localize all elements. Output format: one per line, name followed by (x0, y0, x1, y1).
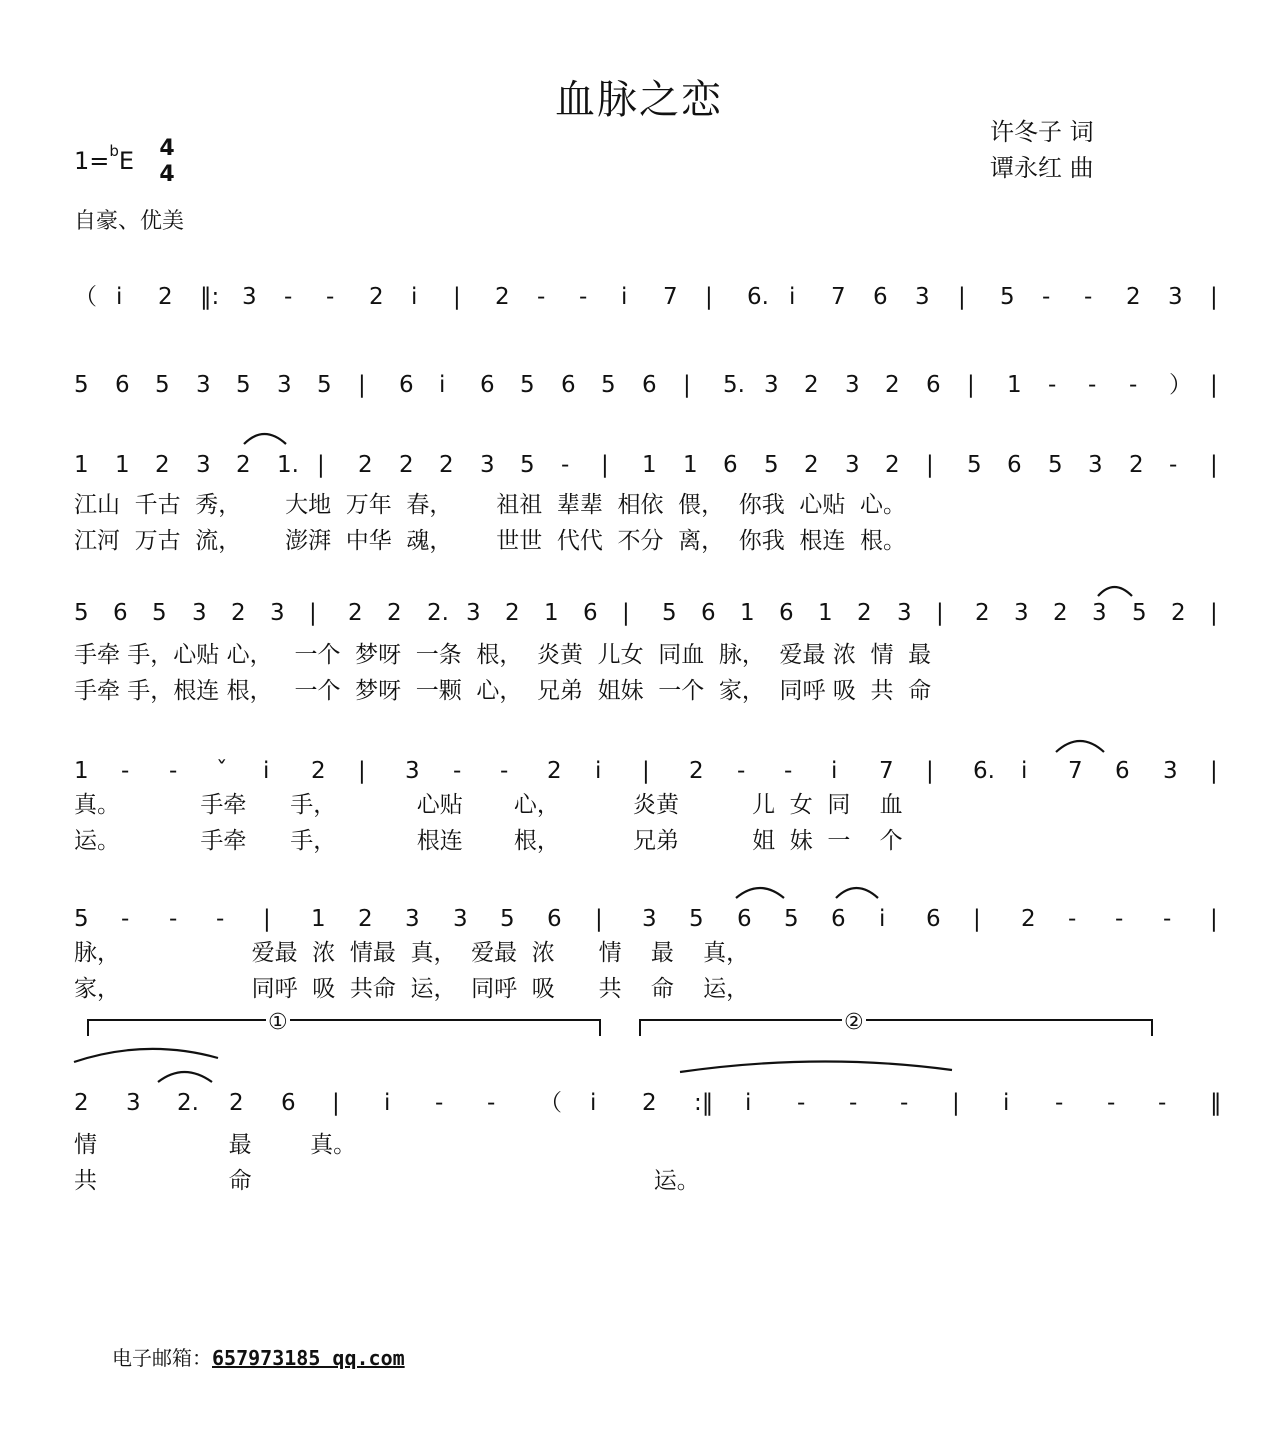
note: 2 (885, 372, 900, 398)
note: 2 (1126, 284, 1141, 310)
note: 5 (1048, 452, 1063, 478)
barline: | (1210, 758, 1218, 784)
barline: | (263, 906, 271, 932)
note: 3 (196, 372, 211, 398)
note: - (216, 906, 225, 932)
note: 2 (689, 758, 704, 784)
note: 2 (804, 452, 819, 478)
note: 2 (495, 284, 510, 310)
note: 3 (1163, 758, 1178, 784)
note: 2 (231, 600, 246, 626)
note: i (621, 284, 628, 310)
note: i (116, 284, 123, 310)
note: - (1048, 372, 1057, 398)
lyric-line: 真。 手牵 手， 心贴 心， 炎黄 儿 女 同 血 (74, 792, 903, 818)
note: i (590, 1090, 597, 1116)
note: 2 (311, 758, 326, 784)
note: 1 (740, 600, 755, 626)
note: - (121, 906, 130, 932)
barline: | (1210, 284, 1218, 310)
note: 5 (317, 372, 332, 398)
note: 3 (845, 372, 860, 398)
note: 3 (126, 1090, 141, 1116)
note: 7 (1068, 758, 1083, 784)
note: - (1129, 372, 1138, 398)
note: 2. (177, 1090, 199, 1116)
note: - (1163, 906, 1172, 932)
note: 2 (155, 452, 170, 478)
note: 6 (926, 906, 941, 932)
note: 6 (701, 600, 716, 626)
note: 3 (845, 452, 860, 478)
note: 5 (1132, 600, 1147, 626)
note: - (453, 758, 462, 784)
note: i (595, 758, 602, 784)
note: 2. (427, 600, 449, 626)
note: 5 (520, 452, 535, 478)
note: 3 (642, 906, 657, 932)
barline: | (958, 284, 966, 310)
note: 6 (926, 372, 941, 398)
barline: | (1210, 906, 1218, 932)
barline: | (936, 600, 944, 626)
note: 5 (601, 372, 616, 398)
tempo-marking: 自豪、优美 (74, 209, 185, 234)
note: 6. (973, 758, 995, 784)
note: 1 (1007, 372, 1022, 398)
note: 2 (642, 1090, 657, 1116)
note: 3 (192, 600, 207, 626)
barline: | (358, 372, 366, 398)
note: 7 (831, 284, 846, 310)
ending-bracket-1 (88, 1020, 600, 1036)
note: 3 (277, 372, 292, 398)
barline: | (1210, 600, 1218, 626)
note: 2 (229, 1090, 244, 1116)
note: - (487, 1090, 496, 1116)
note: i (384, 1090, 391, 1116)
note: 6 (723, 452, 738, 478)
note: - (1042, 284, 1051, 310)
note: i (1021, 758, 1028, 784)
note: - (537, 284, 546, 310)
note: 1 (311, 906, 326, 932)
footer-email: 657973185 qq.com (212, 1346, 405, 1370)
barline: | (595, 906, 603, 932)
note: 6 (583, 600, 598, 626)
note: i (411, 284, 418, 310)
barline: | (967, 372, 975, 398)
note: 2 (358, 906, 373, 932)
note: 6 (642, 372, 657, 398)
note: 2 (74, 1090, 89, 1116)
note: - (1115, 906, 1124, 932)
note: 5 (689, 906, 704, 932)
note: 6 (547, 906, 562, 932)
note: 2 (975, 600, 990, 626)
note: i (831, 758, 838, 784)
note: - (500, 758, 509, 784)
note: 1 (642, 452, 657, 478)
note: 6 (113, 600, 128, 626)
note: 2 (857, 600, 872, 626)
note: ˇ (216, 758, 228, 784)
note: 3 (1088, 452, 1103, 478)
note: （ (539, 1090, 562, 1116)
note: 2 (1021, 906, 1036, 932)
note: 1 (683, 452, 698, 478)
note: 5 (155, 372, 170, 398)
note: 7 (879, 758, 894, 784)
lyric-line: 家， 同呼 吸 共命 运， 同呼 吸 共 命 运， (74, 976, 750, 1002)
note: - (900, 1090, 909, 1116)
lyric-line: 手牵 手，根连 根， 一个 梦呀 一颗 心， 兄弟 姐妹 一个 家， 同呼 吸 共 命 (74, 678, 932, 704)
note: 2 (547, 758, 562, 784)
note: 6 (480, 372, 495, 398)
note: 3 (453, 906, 468, 932)
barline: | (309, 600, 317, 626)
note: 5 (236, 372, 251, 398)
note: - (435, 1090, 444, 1116)
note: 5 (520, 372, 535, 398)
note: - (1088, 372, 1097, 398)
note: 3 (466, 600, 481, 626)
lyric-line: 江山 千古 秀， 大地 万年 春， 祖祖 辈辈 相依 偎， 你我 心贴 心。 (74, 492, 906, 518)
note: i (879, 906, 886, 932)
note: 2 (804, 372, 819, 398)
note: 1 (74, 452, 89, 478)
note: - (849, 1090, 858, 1116)
note: 3 (405, 906, 420, 932)
ending-label-1: ① (268, 1010, 288, 1035)
lyric-line: 江河 万古 流， 澎湃 中华 魂， 世世 代代 不分 离， 你我 根连 根。 (74, 528, 906, 554)
barline: | (926, 452, 934, 478)
note: 1 (74, 758, 89, 784)
note: - (169, 906, 178, 932)
barline: | (705, 284, 713, 310)
note: 5 (662, 600, 677, 626)
note: - (1068, 906, 1077, 932)
note: - (561, 452, 570, 478)
note: 5 (74, 600, 89, 626)
barline: ‖ (1210, 1090, 1222, 1116)
note: 6 (281, 1090, 296, 1116)
note: 2 (1171, 600, 1186, 626)
note: 3 (405, 758, 420, 784)
note: - (1055, 1090, 1064, 1116)
note: 1 (544, 600, 559, 626)
note: 2 (439, 452, 454, 478)
note: 6 (399, 372, 414, 398)
note: 2 (885, 452, 900, 478)
note: 2 (1129, 452, 1144, 478)
note: 3 (270, 600, 285, 626)
note: - (1084, 284, 1093, 310)
note: i (263, 758, 270, 784)
barline: | (952, 1090, 960, 1116)
note: 2 (505, 600, 520, 626)
note: i (439, 372, 446, 398)
note: 6 (737, 906, 752, 932)
note: 3 (764, 372, 779, 398)
note: 2 (387, 600, 402, 626)
note: 5 (74, 372, 89, 398)
note: - (169, 758, 178, 784)
note: :‖ (694, 1090, 714, 1116)
note: 5 (152, 600, 167, 626)
note: ‖: (200, 284, 220, 310)
note: 6 (561, 372, 576, 398)
note: 6 (873, 284, 888, 310)
barline: | (453, 284, 461, 310)
lyric-line: 共 命 运。 (74, 1168, 700, 1194)
barline: | (601, 452, 609, 478)
song-title: 血脉之恋 (555, 77, 723, 123)
note: 5 (500, 906, 515, 932)
lyric-line: 运。 手牵 手， 根连 根， 兄弟 姐 妹 一 个 (74, 828, 903, 854)
note: 5 (764, 452, 779, 478)
note: 6 (115, 372, 130, 398)
note: 3 (915, 284, 930, 310)
note: 3 (196, 452, 211, 478)
note: i (789, 284, 796, 310)
meter-bottom: 4 (159, 162, 175, 187)
lyric-line: 脉， 爱最 浓 情最 真， 爱最 浓 情 最 真， (74, 940, 750, 966)
note: - (1158, 1090, 1167, 1116)
note: 1 (818, 600, 833, 626)
barline: | (683, 372, 691, 398)
note: 3 (1168, 284, 1183, 310)
note: 5 (1000, 284, 1015, 310)
note: i (1003, 1090, 1010, 1116)
note: 6. (747, 284, 769, 310)
barline: | (317, 452, 325, 478)
note: 5 (967, 452, 982, 478)
note: 6 (831, 906, 846, 932)
note: 2 (236, 452, 251, 478)
note: - (797, 1090, 806, 1116)
barline: | (332, 1090, 340, 1116)
barline: | (642, 758, 650, 784)
note: 6 (1007, 452, 1022, 478)
footer-label: 电子邮箱： (112, 1346, 212, 1370)
note: 2 (399, 452, 414, 478)
note: 3 (242, 284, 257, 310)
lyric-line: 手牵 手，心贴 心， 一个 梦呀 一条 根， 炎黄 儿女 同血 脉， 爱最 浓 情 最 (74, 642, 932, 668)
barline: | (622, 600, 630, 626)
key-signature: 1=$^b$E (74, 142, 135, 175)
note: - (737, 758, 746, 784)
note: 3 (1092, 600, 1107, 626)
note: i (745, 1090, 752, 1116)
barline: | (926, 758, 934, 784)
note: - (579, 284, 588, 310)
lyric-line: 情 最 真。 (74, 1132, 357, 1158)
composer-credit: 谭永红 曲 (990, 154, 1094, 182)
barline: | (1210, 452, 1218, 478)
note: ） (1169, 372, 1192, 398)
note: 2 (369, 284, 384, 310)
note: 5. (723, 372, 745, 398)
note: 2 (1053, 600, 1068, 626)
lyricist-credit: 许冬子 词 (990, 118, 1094, 146)
barline: | (1210, 372, 1218, 398)
note: 1. (277, 452, 299, 478)
ending-bracket-2 (640, 1020, 1152, 1036)
note: 2 (348, 600, 363, 626)
note: （ (74, 284, 97, 310)
note: 1 (115, 452, 130, 478)
note: 5 (784, 906, 799, 932)
note: - (1169, 452, 1178, 478)
footer-contact (112, 1342, 405, 1371)
meter-top: 4 (159, 136, 175, 161)
note: 2 (358, 452, 373, 478)
note: 3 (1014, 600, 1029, 626)
barline: | (358, 758, 366, 784)
note: 2 (158, 284, 173, 310)
slurs (74, 434, 1132, 1082)
note: - (284, 284, 293, 310)
note: 6 (779, 600, 794, 626)
note: 6 (1115, 758, 1130, 784)
ending-label-2: ② (844, 1010, 864, 1035)
note: 7 (663, 284, 678, 310)
note: - (121, 758, 130, 784)
note: - (784, 758, 793, 784)
note: 3 (897, 600, 912, 626)
note: - (326, 284, 335, 310)
note: 5 (74, 906, 89, 932)
note: - (1107, 1090, 1116, 1116)
note: 3 (480, 452, 495, 478)
barline: | (973, 906, 981, 932)
